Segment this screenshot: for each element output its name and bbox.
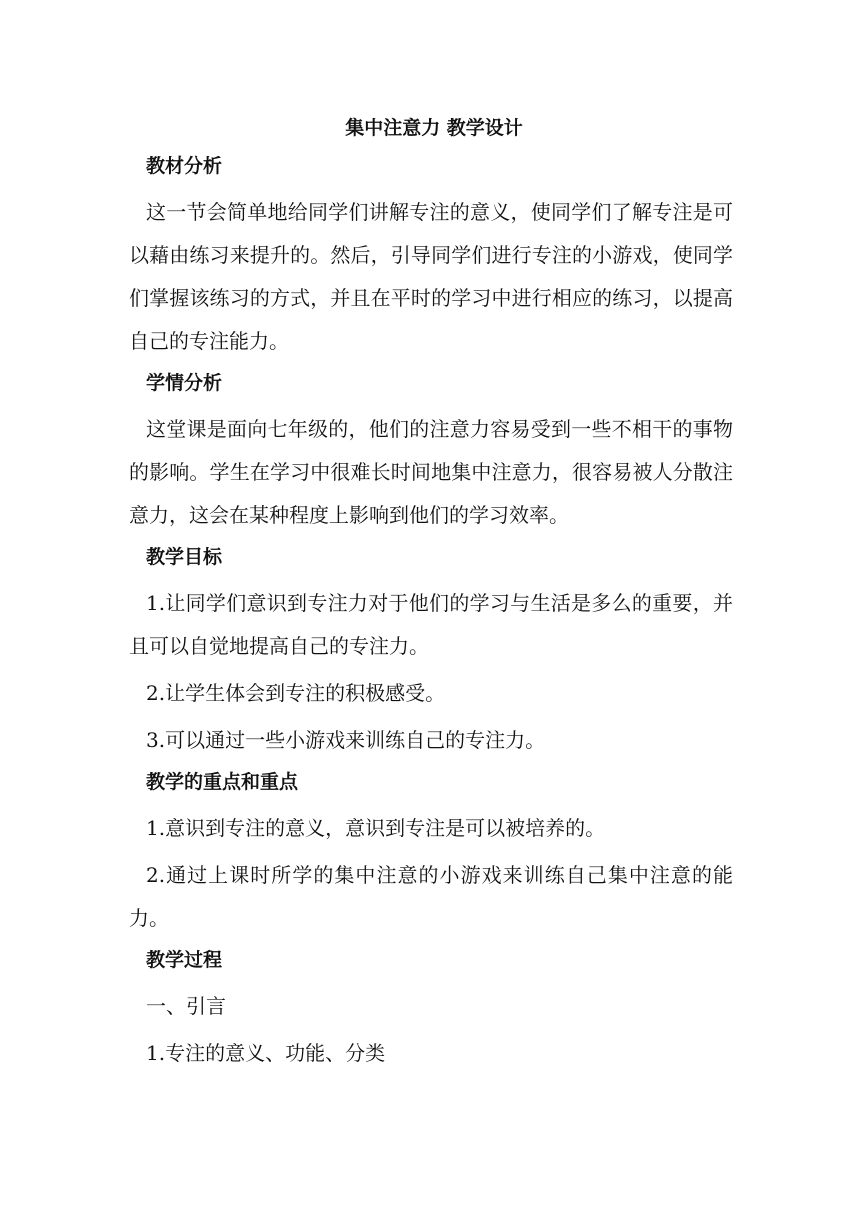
- key-point-item-1: 1.意识到专注的意义，意识到专注是可以被培养的。: [146, 816, 606, 840]
- document-body: [129, 108, 733, 1079]
- paragraph-student-analysis: 这堂课是面向七年级的，他们的注意力容易受到一些不相干的事物的影响。学生在学习中很难长时间地集中注意力，很容易被人分散注意力，这会在某种程度上影响到他们的学习效率。: [129, 417, 733, 527]
- heading-student-analysis: 学情分析: [146, 372, 223, 394]
- process-item-intro: 一、引言: [146, 994, 226, 1018]
- goal-item-1: 1.让同学们意识到专注力对于他们的学习与生活是多么的重要，并且可以自觉地提高自己的专注力。: [129, 591, 733, 658]
- heading-key-points: 教学的重点和重点: [146, 771, 299, 793]
- key-point-item-2: 2.通过上课时所学的集中注意的小游戏来训练自己集中注意的能力。: [129, 863, 733, 930]
- goal-item-2: 2.让学生体会到专注的积极感受。: [146, 681, 446, 705]
- heading-teaching-goals: 教学目标: [146, 546, 223, 568]
- heading-material-analysis: 教材分析: [146, 155, 223, 177]
- goal-item-3: 3.可以通过一些小游戏来训练自己的专注力。: [146, 728, 546, 752]
- document-title: 集中注意力 教学设计: [345, 117, 523, 139]
- heading-teaching-process: 教学过程: [146, 949, 223, 971]
- process-item-1: 1.专注的意义、功能、分类: [146, 1041, 386, 1065]
- paragraph-material-analysis: 这一节会简单地给同学们讲解专注的意义，使同学们了解专注是可以藉由练习来提升的。然后，引导同学们进行专注的小游戏，使同学们掌握该练习的方式，并且在平时的学习中进行相应的练习，以提高自己的专注能力。: [129, 200, 733, 353]
